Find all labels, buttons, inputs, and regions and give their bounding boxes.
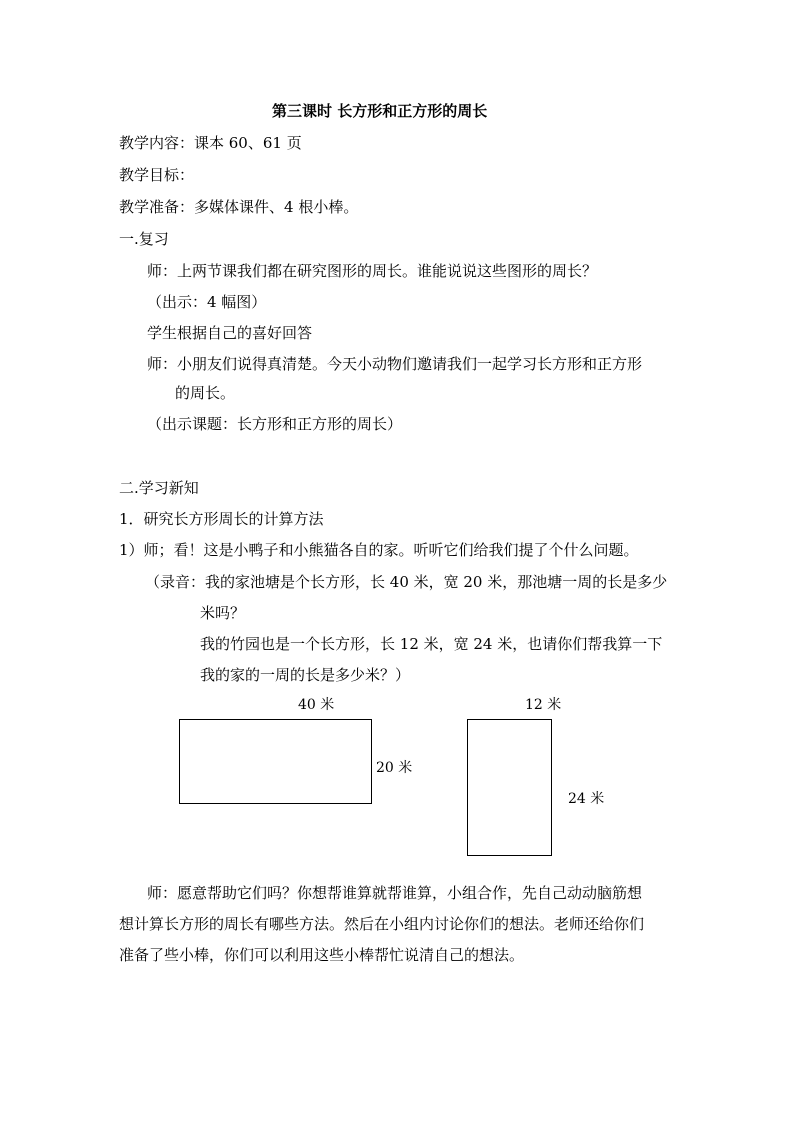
closing-line-3: 准备了些小棒，你们可以利用这些小棒帮忙说清自己的想法。 [119, 946, 525, 964]
rect1-width-label: 20 米 [376, 760, 413, 776]
item-1: 1）师；看！这是小鸭子和小熊猫各自的家。听听它们给我们提了个什么问题。 [119, 541, 639, 559]
page-title: 第三课时 长方形和正方形的周长 [272, 102, 488, 120]
review-line-4b: 的周长。 [175, 384, 236, 402]
rect2-width-label: 24 米 [568, 791, 605, 807]
review-line-2: （出示：4 幅图） [147, 293, 267, 311]
review-line-5: （出示课题：长方形和正方形的周长） [147, 415, 403, 433]
rect2-length-label: 12 米 [525, 697, 562, 713]
recording-line-2b: 我的家的一周的长是多少米？） [200, 666, 411, 684]
review-line-4a: 师：小朋友们说得真清楚。今天小动物们邀请我们一起学习长方形和正方形 [147, 355, 643, 373]
recording-line-2a: 我的竹园也是一个长方形，长 12 米，宽 24 米，也请你们帮我算一下 [200, 635, 663, 653]
recording-line-1b: 米吗？ [200, 604, 246, 622]
review-line-1: 师：上两节课我们都在研究图形的周长。谁能说说这些图形的周长？ [147, 262, 598, 280]
teaching-prep: 教学准备：多媒体课件、4 根小棒。 [119, 198, 359, 216]
review-line-3: 学生根据自己的喜好回答 [147, 324, 313, 342]
recording-line-1a: （录音：我的家池塘是个长方形，长 40 米，宽 20 米，那池塘一周的长是多少 [145, 573, 668, 591]
bamboo-rectangle [467, 719, 552, 856]
teaching-content: 教学内容：课本 60、61 页 [119, 134, 302, 152]
pond-rectangle [179, 719, 372, 804]
subheading-rect-perimeter: 1．研究长方形周长的计算方法 [119, 510, 324, 528]
rect1-length-label: 40 米 [298, 697, 335, 713]
teaching-goal: 教学目标： [119, 166, 195, 184]
section-review-heading: 一.复习 [119, 230, 169, 248]
closing-line-1: 师：愿意帮助它们吗？你想帮谁算就帮谁算，小组合作，先自己动动脑筋想 [147, 884, 643, 902]
section-new-heading: 二.学习新知 [119, 479, 199, 497]
closing-line-2: 想计算长方形的周长有哪些方法。然后在小组内讨论你们的想法。老师还给你们 [119, 915, 645, 933]
